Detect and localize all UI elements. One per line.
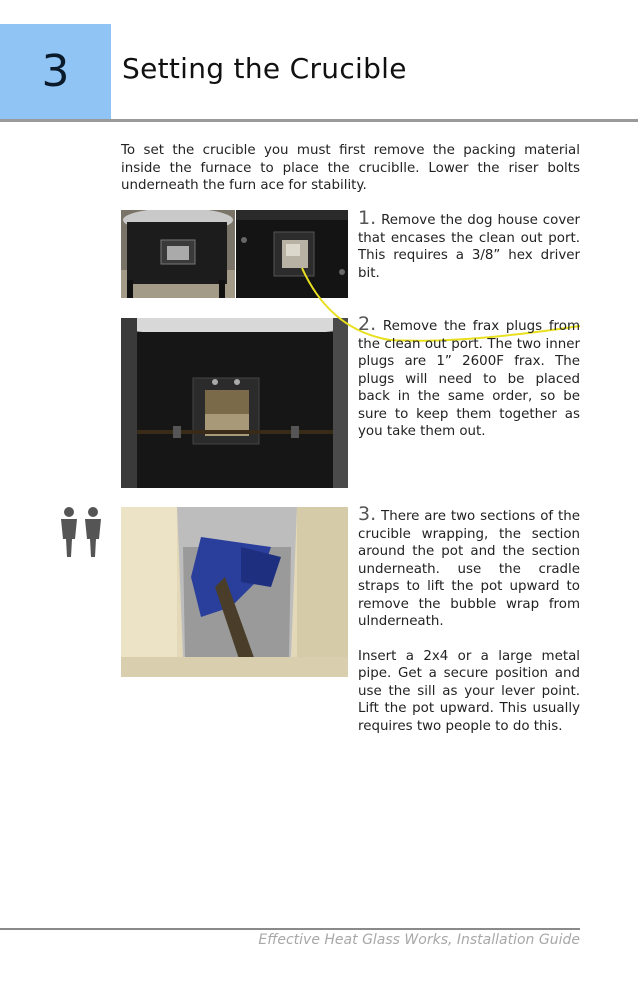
step-number: 3. [358, 503, 377, 525]
step-3-extra: Insert a 2x4 or a large metal pipe. Get a secure position and use the sill as your lever point. Lift the pot upward. This usually requires two people to do this. [358, 648, 580, 734]
footer-text: Effective Heat Glass Works, Installation Guide [258, 932, 580, 948]
step-2 [358, 313, 580, 458]
page-title: Setting the Crucible [122, 52, 407, 85]
step-text: Remove the dog house cover that encases the clean out port. This requires a 3/8” hex driver bit. [358, 213, 580, 281]
step-3 [358, 503, 580, 752]
footer-divider [0, 928, 580, 930]
chapter-number: 3 [41, 46, 70, 97]
two-people-icon [56, 506, 106, 562]
step-1 [358, 207, 580, 299]
intro-paragraph: To set the crucible you must first remove the packing material inside the furnace to place the cruciblle. Lower the riser bolts underneath the furn ace for stability. [121, 143, 580, 193]
step-number: 2. [358, 313, 377, 335]
step-text: There are two sections of the crucible wrapping, the section around the pot and the section underneath. use the cradle straps to lift the pot upward to remove the bubble wrap from ulnderneath. [358, 509, 580, 629]
step-text: Remove the frax plugs from the clean out port. The two inner plugs are 1” 2600F frax. The plugs will need to be placed back in the same order, so be sure to keep them together as you take them out. [358, 319, 580, 439]
step-number: 1. [358, 207, 377, 229]
